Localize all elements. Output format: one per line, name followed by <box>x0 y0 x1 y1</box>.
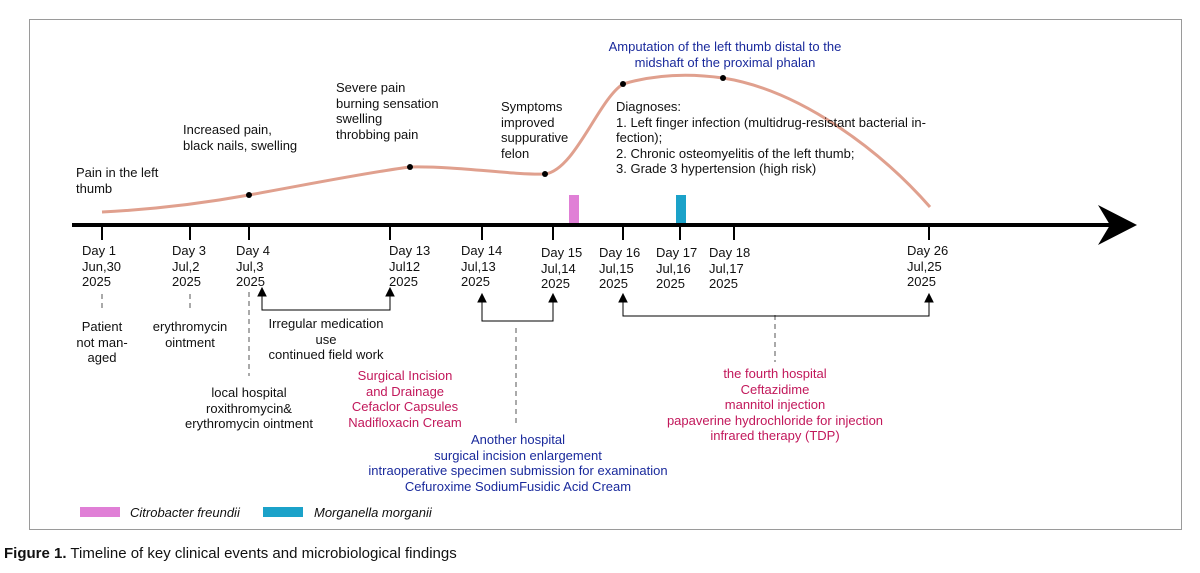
day-label-15: Day 15 Jul,14 2025 <box>541 245 583 291</box>
curve-point <box>720 75 726 81</box>
note-surgical-incision: Surgical Incision and Drainage Cefaclor Capsules Nadifloxacin Cream <box>348 368 462 430</box>
curve-point <box>542 171 548 177</box>
legend-label-citrobacter: Citrobacter freundii <box>130 505 240 520</box>
figure-caption <box>4 545 457 562</box>
event-diagnoses: Diagnoses: 1. Left finger infection (multidrug-resistant bacterial in- fection); 2. Chronic osteomyelitis of the left thumb; 3. Grade 3 hypertension (high risk) <box>616 99 926 176</box>
legend-label-morganella: Morganella morganii <box>314 505 432 520</box>
day-label-1: Day 1 Jun,30 2025 <box>82 243 122 289</box>
note-irregular-medication: Irregular medication use continued field work <box>268 316 384 362</box>
day-label-18: Day 18 Jul,17 2025 <box>709 245 751 291</box>
note-another-hospital: Another hospital surgical incision enlargement intraoperative specimen submission for examination Cefuroxime SodiumFusidic Acid Cream <box>368 432 668 494</box>
day-label-26: Day 26 Jul,25 2025 <box>907 243 949 289</box>
day-label-14: Day 14 Jul,13 2025 <box>461 243 503 289</box>
bracket-day16-day26 <box>619 294 933 316</box>
bracket-day14-day15 <box>478 294 557 321</box>
note-erythromycin: erythromycin ointment <box>152 319 228 350</box>
legend-swatch-morganella <box>263 507 303 517</box>
figure-caption-text: Timeline of key clinical events and microbiological findings <box>66 545 457 562</box>
day-label-3: Day 3 Jul,2 2025 <box>172 243 206 289</box>
curve-point <box>620 81 626 87</box>
curve-point <box>246 192 252 198</box>
axis-ticks <box>102 225 929 240</box>
event-amputation: Amputation of the left thumb distal to the midshaft of the proximal phalan <box>608 39 842 70</box>
day-label-4: Day 4 Jul,3 2025 <box>236 243 270 289</box>
day-label-16: Day 16 Jul,15 2025 <box>599 245 641 291</box>
note-patient-not-managed: Patient not man- aged <box>76 319 128 365</box>
citrobacter-bar <box>569 195 579 224</box>
figure-caption-label: Figure 1. <box>4 545 67 562</box>
morganella-bar <box>676 195 686 224</box>
event-severe-pain: Severe pain burning sensation swelling throbbing pain <box>336 80 439 142</box>
curve-point <box>407 164 413 170</box>
event-pain-left-thumb: Pain in the left thumb <box>76 165 159 196</box>
day-label-13: Day 13 Jul12 2025 <box>389 243 431 289</box>
event-increased-pain: Increased pain, black nails, swelling <box>183 122 298 153</box>
note-local-hospital: local hospital roxithromycin& erythromycin ointment <box>185 385 313 431</box>
event-symptoms-improved: Symptoms improved suppurative felon <box>501 99 569 161</box>
note-fourth-hospital: the fourth hospital Ceftazidime mannitol injection papaverine hydrochloride for injection infrared therapy (TDP) <box>666 366 884 443</box>
day-label-17: Day 17 Jul,16 2025 <box>656 245 698 291</box>
bracket-day4-day13 <box>258 288 394 310</box>
legend-swatch-citrobacter <box>80 507 120 517</box>
